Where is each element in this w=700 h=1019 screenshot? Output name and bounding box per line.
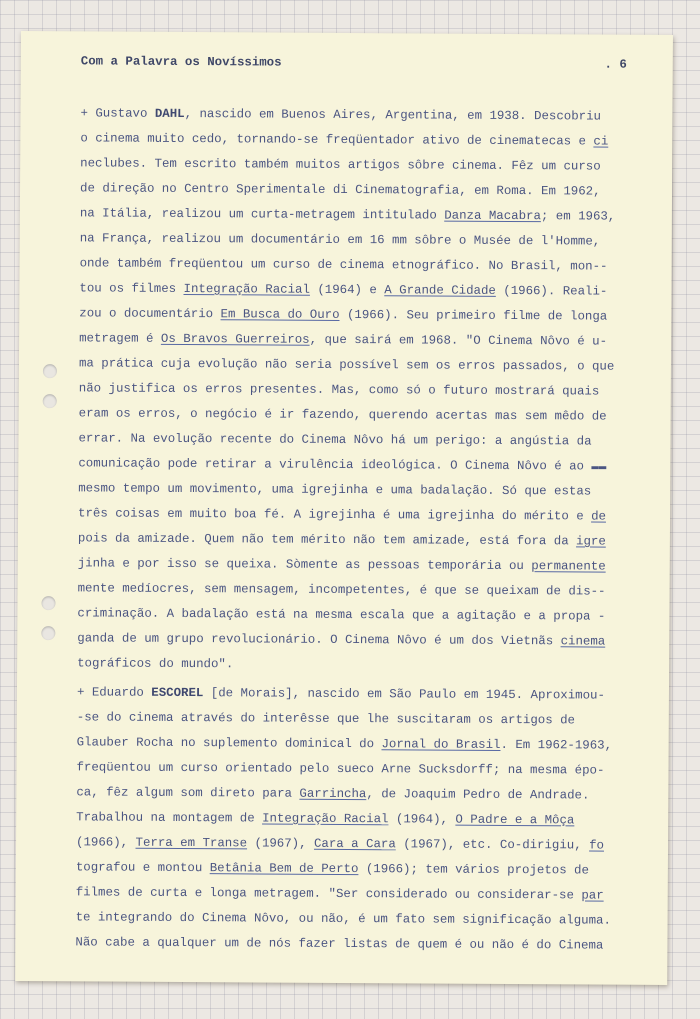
- text-segment: (1967), etc. Co-dirigiu,: [395, 837, 590, 853]
- text-line: [78, 476, 628, 504]
- text-line: [78, 526, 628, 554]
- text-segment: + Eduardo: [76, 685, 152, 700]
- text-line: [79, 351, 629, 379]
- text-segment: (1967),: [247, 836, 315, 851]
- text-segment: criminação. A badalação está na mesma escala que a agitação e a propa -: [77, 606, 606, 624]
- text-segment: mesmo tempo um movimento, uma igrejinha e uma badalação. Só que estas: [78, 481, 592, 499]
- text-line: [76, 905, 626, 933]
- text-line: [79, 276, 629, 304]
- text-line: [76, 780, 626, 808]
- punch-hole: [43, 364, 57, 378]
- underlined-title: permanente: [531, 559, 606, 574]
- text-line: [76, 830, 626, 858]
- underlined-title: Garrincha: [299, 786, 367, 802]
- text-line: [78, 576, 628, 604]
- underlined-title: Cara a Cara: [313, 836, 396, 852]
- text-line: [80, 201, 630, 229]
- underlined-title: fo: [589, 838, 605, 853]
- text-segment: ca, fêz algum som direto para: [76, 785, 300, 801]
- text-line: [78, 451, 628, 479]
- text-segment: o cinema muito cedo, tornando-se freqüentador ativo de cinematecas e: [80, 131, 594, 149]
- text-segment: três coisas em muito boa fé. A igrejinha é uma igrejinha do mérito e: [78, 506, 592, 524]
- text-line: [80, 126, 630, 154]
- text-segment: não justifica os erros presentes. Mas, como só o futuro mostrará quais: [78, 381, 600, 399]
- text-line: [76, 755, 626, 783]
- text-segment: ganda de um grupo revolucionário. O Cinema Nôvo é um dos Vietnãs: [77, 631, 561, 649]
- text-segment: (1966),: [76, 835, 136, 850]
- surname: ESCOREL: [151, 685, 204, 701]
- text-line: [77, 730, 627, 758]
- text-segment: , que sairá em 1968. "O Cinema Nôvo é u-: [309, 332, 608, 349]
- text-line: [76, 805, 626, 833]
- text-line: [78, 551, 628, 579]
- punch-hole: [41, 626, 55, 640]
- underlined-title: par: [581, 888, 604, 903]
- text-segment: [de Morais], nascido em São Paulo em 1945. Aproximou-: [203, 686, 605, 703]
- text-segment: Trabalhou na montagem de: [76, 810, 263, 826]
- text-segment: eram os erros, o negócio é ir fazendo, querendo acertas mas sem mêdo de: [78, 406, 607, 424]
- text-segment: tou os filmes: [79, 281, 184, 296]
- text-segment: (1964) e: [309, 282, 385, 298]
- text-line: [78, 501, 628, 529]
- text-segment: te integrando do Cinema Nôvo, ou não, é um fato sem significação alguma.: [75, 910, 611, 928]
- paragraph-dahl: [77, 101, 631, 679]
- text-segment: (1966); tem vários projetos de: [358, 862, 590, 878]
- text-segment: mente medíocres, sem mensagem, incompetentes, é que se queixam de dis--: [77, 581, 606, 599]
- underlined-title: Danza Macabra: [444, 208, 541, 224]
- text-segment: onde também freqüentou um curso de cinema etnográfico. No Brasil, mon--: [79, 256, 608, 274]
- text-segment: errar. Na evolução recente do Cinema Nôvo há um perigo: a angústia da: [78, 431, 592, 449]
- text-segment: . Em 1962-1963,: [500, 737, 613, 753]
- underlined-title: de: [591, 509, 607, 524]
- page-header: [81, 54, 627, 71]
- text-line: [79, 326, 629, 354]
- text-segment: (1966). Seu primeiro filme de longa: [339, 307, 608, 324]
- text-segment: tografou e montou: [75, 860, 210, 876]
- text-segment: na França, realizou um documentário em 16 mm sôbre o Musée de l'Homme,: [79, 231, 601, 249]
- text-line: [77, 626, 627, 654]
- text-segment: comunicação pode retirar a virulência ideológica. O Cinema Nôvo é ao ▬▬: [78, 456, 607, 474]
- text-line: [78, 426, 628, 454]
- punch-hole: [43, 394, 57, 408]
- text-segment: jinha e por isso se queixa. Sòmente as pessoas temporária ou: [77, 556, 532, 574]
- underlined-title: Jornal do Brasil: [381, 737, 501, 752]
- text-segment: neclubes. Tem escrito também muitos artigos sôbre cinema. Fêz um curso: [80, 156, 601, 174]
- text-line: [76, 880, 626, 908]
- text-line: [80, 176, 630, 204]
- text-segment: tográficos do mundo".: [77, 656, 234, 672]
- text-segment: de direção no Centro Sperimentale di Cinematografia, em Roma. Em 1962,: [79, 181, 601, 199]
- underlined-title: cinema: [560, 634, 606, 649]
- typewritten-page: [15, 31, 673, 985]
- text-segment: Não cabe a qualquer um de nós fazer listas de quem é ou não é do Cinema: [75, 935, 604, 953]
- page-number: . 6: [604, 57, 627, 72]
- underlined-title: A Grande Cidade: [384, 283, 496, 298]
- text-line: [77, 651, 627, 679]
- underlined-title: Os Bravos Guerreiros: [160, 331, 310, 347]
- text-segment: pois da amizade. Quem não tem mérito não tem amizade, está fora da: [77, 531, 577, 549]
- paragraph-escorel: [75, 680, 627, 958]
- underlined-title: Betânia Bem de Perto: [209, 861, 359, 877]
- text-line: [79, 301, 629, 329]
- text-segment: (1966). Reali-: [495, 283, 608, 299]
- text-line: [77, 601, 627, 629]
- underlined-title: Terra em Transe: [135, 835, 248, 851]
- text-line: [77, 680, 627, 708]
- text-segment: ma prática cuja evolução não seria possível sem os erros passados, o que: [78, 356, 615, 374]
- text-line: [76, 855, 626, 883]
- text-line: [79, 401, 629, 429]
- underlined-title: Integração Racial: [183, 281, 310, 297]
- text-line: [80, 251, 630, 279]
- text-segment: na Itália, realizou um curta-metragem intitulado: [79, 206, 445, 223]
- underlined-title: igre: [576, 534, 606, 549]
- text-line: [80, 101, 630, 129]
- text-segment: filmes de curta e longa metragem. "Ser considerado ou considerar-se: [75, 885, 582, 903]
- text-line: [77, 705, 627, 733]
- underlined-title: O Padre e a Môça: [455, 812, 575, 828]
- text-line: [79, 376, 629, 404]
- underlined-title: Integração Racial: [262, 811, 389, 827]
- text-segment: + Gustavo: [80, 106, 155, 121]
- punch-hole: [41, 596, 55, 610]
- text-segment: , de Joaquim Pedro de Andrade.: [366, 787, 590, 803]
- text-segment: ; em 1963,: [540, 209, 616, 224]
- text-line: [80, 226, 630, 254]
- text-segment: freqüentou um curso orientado pelo sueco Arne Sucksdorff; na mesma épo-: [76, 760, 605, 778]
- text-segment: zou o documentário: [79, 306, 221, 322]
- page-title: Com a Palavra os Novíssimos: [80, 54, 282, 70]
- text-line: [80, 151, 630, 179]
- text-segment: -se do cinema através do interêsse que lhe suscitaram os artigos de: [76, 710, 576, 728]
- text-segment: metragem é: [79, 331, 161, 346]
- underlined-title: Em Busca do Ouro: [220, 307, 340, 322]
- text-segment: (1964),: [388, 812, 456, 827]
- text-segment: , nascido em Buenos Aires, Argentina, em 1938. Descobriu: [184, 107, 602, 124]
- text-segment: Glauber Rocha no suplemento dominical do: [76, 735, 382, 752]
- text-line: [75, 930, 625, 958]
- surname: DAHL: [154, 106, 185, 122]
- underlined-title: ci: [593, 134, 609, 149]
